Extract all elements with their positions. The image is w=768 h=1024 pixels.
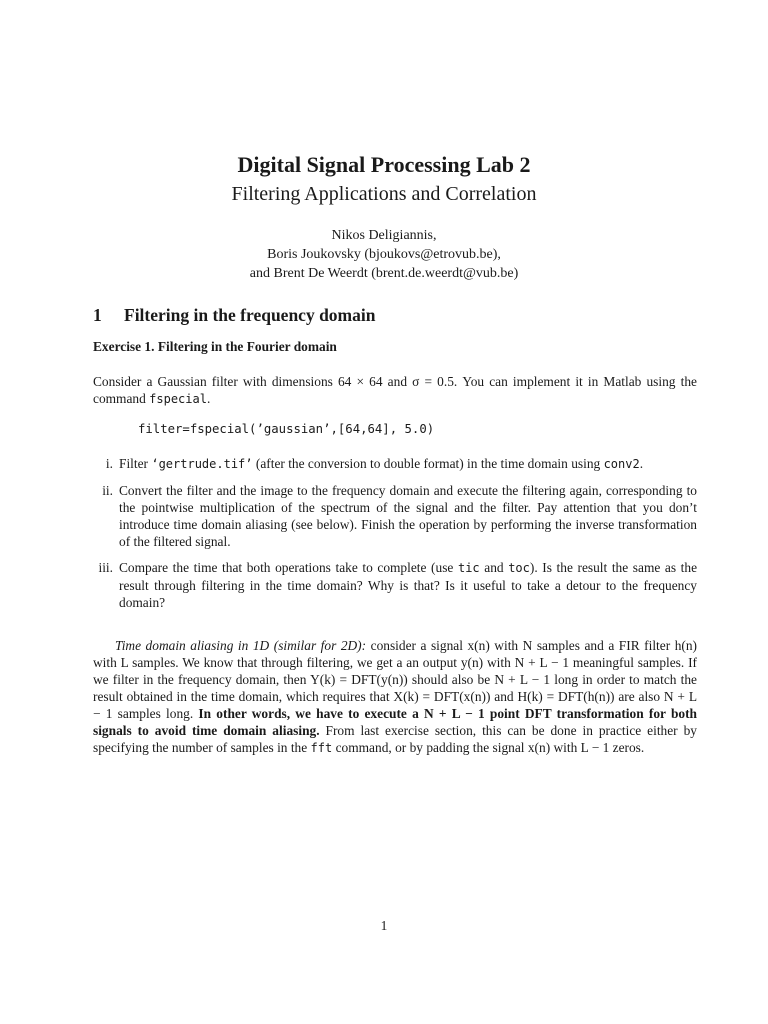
list-item (93, 482, 697, 550)
list-item (93, 559, 697, 611)
list-text: Filter (119, 456, 152, 471)
list-marker: ii. (102, 483, 113, 498)
aliasing-emphasis: In other words, we have to execute a N + L − 1 point DFT transformation for both signals to avoid time domain aliasing. (93, 706, 698, 738)
list-marker: i. (105, 456, 113, 471)
author-line: and Brent De Weerdt (brent.de.weerdt@vub.be) (249, 266, 519, 281)
aliasing-lead: Time domain aliasing in 1D (similar for 2D): (115, 638, 367, 653)
author-list (0, 226, 768, 283)
aliasing-text: command, or by padding the signal x(n) with L − 1 zeros. (332, 740, 645, 755)
list-marker: iii. (98, 560, 113, 575)
author-line: Nikos Deligiannis, (331, 228, 437, 243)
page-number: 1 (380, 918, 388, 933)
code-block: filter=fspecial(’gaussian’,[64,64], 5.0) (138, 422, 435, 436)
section-number: 1 (93, 305, 102, 325)
section-title: Filtering in the frequency domain (124, 305, 376, 325)
list-text: . (639, 456, 644, 471)
exercise-heading: Exercise 1. Filtering in the Fourier domain (93, 339, 337, 354)
aliasing-paragraph (93, 637, 697, 757)
exercise-list (93, 455, 697, 620)
document-subtitle: Filtering Applications and Correlation (231, 183, 537, 205)
inline-code: tic (457, 561, 480, 575)
list-text: and (479, 560, 509, 575)
section-heading (93, 305, 375, 326)
list-text: ). Is the result the same as the result through filtering in the time domain? Why is that? Is it useful to take a detour to the frequency domain? (119, 560, 698, 610)
intro-text-end: . (206, 391, 211, 406)
document-title: Digital Signal Processing Lab 2 (237, 152, 531, 177)
aliasing-text: From last exercise section, this can be done in practice either by specifying the number of samples in the (93, 723, 697, 755)
title-block (0, 150, 768, 283)
intro-text: Consider a Gaussian filter with dimensions 64 × 64 and σ = 0.5. You can implement it in Matlab using the command (93, 374, 697, 406)
inline-code: conv2 (603, 457, 640, 471)
list-text: Compare the time that both operations take to complete (use (119, 560, 458, 575)
inline-code: toc (508, 561, 530, 575)
aliasing-text: consider a signal x(n) with N samples and a FIR filter h(n) with L samples. We know that through filtering, we get a an output y(n) with N + L − 1 meaningful samples. If we filter in the frequency domain, then Y(k) = DFT(y(n)) should also be N + L − 1 long in order to match the result obtained in the time domain, which requires that X(k) = DFT(x(n)) and H(k) = DFT(h(n)) are also N + L − 1 samples long. (93, 638, 697, 721)
intro-paragraph (93, 373, 697, 408)
inline-code: fspecial (149, 392, 207, 406)
inline-code: fft (310, 741, 333, 755)
list-text: Convert the filter and the image to the frequency domain and execute the filtering again, corresponding to the pointwise multiplication of the spectrum of the signal and the filter. Pay attention that you don’t introduce time domain aliasing (see below). Finish the operation by performing the inverse transformation of the filtered signal. (119, 483, 697, 549)
list-item (93, 455, 697, 473)
list-text: (after the conversion to double format) in the time domain using (252, 456, 604, 471)
author-line: Boris Joukovsky (bjoukovs@etrovub.be), (267, 247, 501, 262)
inline-code: ‘gertrude.tif’ (151, 457, 253, 471)
